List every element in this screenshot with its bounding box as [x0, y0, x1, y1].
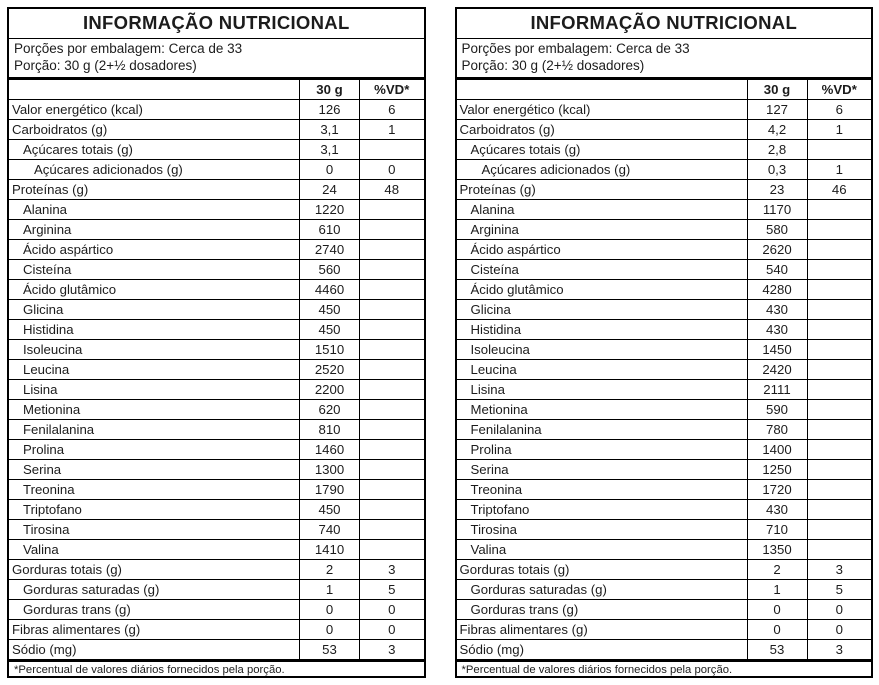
column-header-amount: 30 g — [747, 80, 807, 100]
table-row — [9, 580, 424, 600]
table-title: INFORMAÇÃO NUTRICIONAL — [457, 9, 872, 39]
nutrient-daily-value — [807, 340, 871, 360]
nutrient-amount: 23 — [747, 180, 807, 200]
nutrient-daily-value: 3 — [807, 560, 871, 580]
nutrient-label: Leucina — [9, 360, 300, 380]
nutrient-label: Histidina — [9, 320, 300, 340]
nutrient-daily-value — [807, 320, 871, 340]
nutrient-daily-value — [360, 320, 424, 340]
table-row — [457, 160, 872, 180]
column-header-empty — [9, 80, 300, 100]
nutrient-daily-value — [807, 460, 871, 480]
nutrient-amount: 3,1 — [300, 140, 360, 160]
nutrient-label: Isoleucina — [9, 340, 300, 360]
nutrient-amount: 53 — [300, 640, 360, 660]
nutrient-amount: 1 — [300, 580, 360, 600]
nutrient-amount: 1460 — [300, 440, 360, 460]
table-row — [9, 460, 424, 480]
nutrient-label: Gorduras trans (g) — [9, 600, 300, 620]
column-header-dv: %VD* — [360, 80, 424, 100]
nutrient-daily-value: 1 — [807, 160, 871, 180]
nutrient-daily-value: 46 — [807, 180, 871, 200]
table-row — [457, 540, 872, 560]
nutrient-label: Fenilalanina — [9, 420, 300, 440]
nutrient-amount: 2620 — [747, 240, 807, 260]
nutrient-amount: 1400 — [747, 440, 807, 460]
nutrient-label: Sódio (mg) — [457, 640, 748, 660]
nutrient-amount: 53 — [747, 640, 807, 660]
column-header-amount: 30 g — [300, 80, 360, 100]
nutrient-label: Carboidratos (g) — [9, 120, 300, 140]
nutrient-amount: 2200 — [300, 380, 360, 400]
nutrient-label: Lisina — [457, 380, 748, 400]
nutrient-amount: 1350 — [747, 540, 807, 560]
nutrient-label: Cisteína — [457, 260, 748, 280]
column-header-row — [9, 80, 424, 100]
table-row — [9, 320, 424, 340]
nutrient-daily-value — [807, 500, 871, 520]
nutrient-daily-value: 1 — [807, 120, 871, 140]
nutrient-daily-value — [807, 420, 871, 440]
nutrient-label: Arginina — [457, 220, 748, 240]
nutrient-amount: 2,8 — [747, 140, 807, 160]
nutrient-amount: 450 — [300, 500, 360, 520]
nutrient-daily-value: 0 — [360, 160, 424, 180]
nutrient-daily-value — [807, 200, 871, 220]
nutrient-daily-value: 3 — [807, 640, 871, 660]
nutrient-daily-value: 0 — [360, 620, 424, 640]
nutrient-label: Leucina — [457, 360, 748, 380]
table-title: INFORMAÇÃO NUTRICIONAL — [9, 9, 424, 39]
table-row — [457, 220, 872, 240]
column-header-dv: %VD* — [807, 80, 871, 100]
nutrition-table-right — [455, 7, 874, 678]
nutrient-amount: 0 — [300, 600, 360, 620]
nutrient-label: Açúcares adicionados (g) — [457, 160, 748, 180]
table-row — [457, 600, 872, 620]
nutrient-label: Treonina — [9, 480, 300, 500]
nutrient-daily-value: 3 — [360, 640, 424, 660]
nutrient-daily-value — [360, 440, 424, 460]
nutrient-daily-value — [807, 520, 871, 540]
nutrient-label: Isoleucina — [457, 340, 748, 360]
nutrient-daily-value — [807, 220, 871, 240]
nutrient-daily-value: 5 — [360, 580, 424, 600]
table-row — [457, 120, 872, 140]
table-row — [457, 620, 872, 640]
nutrient-amount: 0 — [300, 160, 360, 180]
nutrient-amount: 620 — [300, 400, 360, 420]
nutrient-label: Serina — [9, 460, 300, 480]
table-row — [457, 380, 872, 400]
nutrient-amount: 24 — [300, 180, 360, 200]
nutrient-amount: 1720 — [747, 480, 807, 500]
nutrient-amount: 1450 — [747, 340, 807, 360]
nutrient-amount: 0 — [300, 620, 360, 640]
table-row — [457, 460, 872, 480]
nutrient-label: Metionina — [9, 400, 300, 420]
footnote: *Percentual de valores diários fornecidos pela porção. — [457, 659, 872, 680]
nutrient-label: Gorduras saturadas (g) — [457, 580, 748, 600]
nutrient-amount: 2420 — [747, 360, 807, 380]
nutrient-label: Metionina — [457, 400, 748, 420]
table-row — [9, 480, 424, 500]
nutrient-amount: 4280 — [747, 280, 807, 300]
nutrient-daily-value — [807, 540, 871, 560]
nutrient-amount: 0 — [747, 600, 807, 620]
nutrient-amount: 450 — [300, 300, 360, 320]
nutrient-amount: 740 — [300, 520, 360, 540]
nutrient-daily-value: 0 — [807, 600, 871, 620]
table-row — [457, 280, 872, 300]
nutrient-label: Histidina — [457, 320, 748, 340]
nutrient-daily-value — [360, 340, 424, 360]
nutrient-daily-value — [360, 360, 424, 380]
nutrient-label: Proteínas (g) — [9, 180, 300, 200]
nutrient-daily-value — [807, 360, 871, 380]
nutrient-daily-value: 0 — [360, 600, 424, 620]
table-row — [9, 600, 424, 620]
nutrient-amount: 1410 — [300, 540, 360, 560]
nutrient-label: Proteínas (g) — [457, 180, 748, 200]
table-row — [9, 420, 424, 440]
table-row — [457, 100, 872, 120]
nutrient-amount: 1790 — [300, 480, 360, 500]
table-row — [457, 140, 872, 160]
nutrient-label: Lisina — [9, 380, 300, 400]
nutrient-amount: 710 — [747, 520, 807, 540]
nutrient-daily-value — [360, 400, 424, 420]
nutrient-amount: 780 — [747, 420, 807, 440]
nutrient-label: Prolina — [9, 440, 300, 460]
nutrient-label: Carboidratos (g) — [457, 120, 748, 140]
nutrient-label: Açúcares totais (g) — [9, 140, 300, 160]
nutrient-label: Gorduras totais (g) — [457, 560, 748, 580]
table-row — [9, 360, 424, 380]
nutrient-amount: 450 — [300, 320, 360, 340]
table-row — [9, 300, 424, 320]
nutrient-daily-value: 48 — [360, 180, 424, 200]
table-row — [457, 200, 872, 220]
nutrient-label: Fibras alimentares (g) — [9, 620, 300, 640]
table-row — [9, 100, 424, 120]
nutrient-label: Alanina — [457, 200, 748, 220]
nutrient-label: Glicina — [9, 300, 300, 320]
nutrient-daily-value: 6 — [807, 100, 871, 120]
nutrient-label: Triptofano — [9, 500, 300, 520]
nutrient-daily-value: 3 — [360, 560, 424, 580]
servings-per-package: Porções por embalagem: Cerca de 33 — [461, 41, 690, 56]
nutrient-daily-value — [360, 540, 424, 560]
serving-size: Porção: 30 g (2+½ dosadores) — [14, 57, 197, 73]
nutrition-table-left — [7, 7, 426, 678]
table-row — [9, 400, 424, 420]
table-row — [9, 560, 424, 580]
table-row — [9, 500, 424, 520]
portion-info — [457, 39, 872, 80]
nutrient-label: Ácido aspártico — [9, 240, 300, 260]
nutrient-daily-value — [360, 240, 424, 260]
nutrient-daily-value — [360, 500, 424, 520]
nutrient-label: Sódio (mg) — [9, 640, 300, 660]
nutrient-label: Gorduras trans (g) — [457, 600, 748, 620]
table-row — [457, 580, 872, 600]
nutrient-label: Prolina — [457, 440, 748, 460]
nutrient-label: Fibras alimentares (g) — [457, 620, 748, 640]
nutrient-amount: 3,1 — [300, 120, 360, 140]
table-body-wrap — [9, 80, 424, 659]
nutrient-label: Ácido aspártico — [457, 240, 748, 260]
nutrient-daily-value — [360, 220, 424, 240]
nutrient-amount: 4,2 — [747, 120, 807, 140]
nutrient-amount: 2 — [747, 560, 807, 580]
nutrient-amount: 127 — [747, 100, 807, 120]
nutrient-daily-value — [360, 420, 424, 440]
nutrient-label: Gorduras saturadas (g) — [9, 580, 300, 600]
table-row — [457, 340, 872, 360]
table-row — [9, 160, 424, 180]
table-row — [9, 620, 424, 640]
nutrition-facts-table — [9, 80, 424, 659]
nutrient-amount: 1170 — [747, 200, 807, 220]
column-header-empty — [457, 80, 748, 100]
nutrient-daily-value — [360, 520, 424, 540]
servings-per-package: Porções por embalagem: Cerca de 33 — [14, 41, 243, 56]
footnote: *Percentual de valores diários fornecidos pela porção. — [9, 659, 424, 680]
table-row — [9, 220, 424, 240]
nutrient-label: Ácido glutâmico — [457, 280, 748, 300]
table-row — [9, 640, 424, 660]
nutrient-label: Açúcares adicionados (g) — [9, 160, 300, 180]
table-row — [457, 320, 872, 340]
nutrient-label: Gorduras totais (g) — [9, 560, 300, 580]
nutrient-daily-value — [360, 460, 424, 480]
nutrient-daily-value — [807, 480, 871, 500]
table-row — [9, 340, 424, 360]
nutrient-label: Valor energético (kcal) — [12, 102, 143, 117]
nutrient-amount: 0 — [747, 620, 807, 640]
nutrient-label: Arginina — [9, 220, 300, 240]
nutrient-amount: 430 — [747, 300, 807, 320]
table-row — [457, 480, 872, 500]
table-row — [9, 380, 424, 400]
nutrient-label: Tirosina — [457, 520, 748, 540]
nutrient-daily-value: 6 — [360, 100, 424, 120]
nutrient-amount: 4460 — [300, 280, 360, 300]
table-row — [457, 400, 872, 420]
table-row — [457, 300, 872, 320]
nutrient-daily-value — [360, 260, 424, 280]
nutrient-daily-value — [807, 280, 871, 300]
nutrient-daily-value — [807, 380, 871, 400]
nutrient-amount: 2111 — [747, 380, 807, 400]
nutrient-label: Treonina — [457, 480, 748, 500]
nutrient-daily-value — [360, 300, 424, 320]
table-row — [457, 440, 872, 460]
nutrient-amount: 590 — [747, 400, 807, 420]
nutrient-amount: 560 — [300, 260, 360, 280]
nutrient-label: Alanina — [9, 200, 300, 220]
nutrient-daily-value — [360, 280, 424, 300]
table-body-wrap — [457, 80, 872, 659]
nutrient-daily-value — [807, 300, 871, 320]
nutrient-amount: 1300 — [300, 460, 360, 480]
nutrient-label: Cisteína — [9, 260, 300, 280]
nutrient-daily-value — [360, 380, 424, 400]
nutrient-daily-value: 0 — [807, 620, 871, 640]
nutrient-label: Tirosina — [9, 520, 300, 540]
nutrient-amount: 1510 — [300, 340, 360, 360]
nutrient-amount: 430 — [747, 320, 807, 340]
table-row — [457, 260, 872, 280]
table-row — [9, 120, 424, 140]
table-row — [9, 280, 424, 300]
table-row — [457, 420, 872, 440]
nutrient-amount: 1 — [747, 580, 807, 600]
nutrient-amount: 580 — [747, 220, 807, 240]
nutrient-label: Valina — [457, 540, 748, 560]
nutrient-amount: 0,3 — [747, 160, 807, 180]
nutrient-label: Ácido glutâmico — [9, 280, 300, 300]
nutrient-label: Triptofano — [457, 500, 748, 520]
nutrient-label: Valina — [9, 540, 300, 560]
nutrient-daily-value — [807, 240, 871, 260]
nutrient-amount: 810 — [300, 420, 360, 440]
table-row — [9, 540, 424, 560]
table-row — [9, 440, 424, 460]
serving-size: Porção: 30 g (2+½ dosadores) — [461, 57, 645, 73]
nutrient-label: Fenilalanina — [457, 420, 748, 440]
nutrient-label: Açúcares totais (g) — [457, 140, 748, 160]
nutrient-amount: 430 — [747, 500, 807, 520]
nutrient-daily-value — [360, 480, 424, 500]
nutrient-daily-value — [807, 260, 871, 280]
table-row — [457, 560, 872, 580]
table-row — [457, 360, 872, 380]
nutrient-daily-value — [807, 440, 871, 460]
table-row — [9, 140, 424, 160]
nutrient-daily-value — [807, 140, 871, 160]
table-row — [457, 640, 872, 660]
nutrient-label: Serina — [457, 460, 748, 480]
table-row — [457, 500, 872, 520]
nutrient-amount: 1220 — [300, 200, 360, 220]
table-row — [457, 180, 872, 200]
table-row — [457, 240, 872, 260]
nutrient-amount: 540 — [747, 260, 807, 280]
table-row — [9, 200, 424, 220]
nutrient-daily-value — [807, 400, 871, 420]
nutrient-amount: 2520 — [300, 360, 360, 380]
nutrient-daily-value — [360, 140, 424, 160]
nutrient-label: Valor energético (kcal) — [459, 102, 591, 117]
nutrient-amount: 126 — [300, 100, 360, 120]
table-row — [9, 520, 424, 540]
table-row — [9, 240, 424, 260]
nutrient-amount: 610 — [300, 220, 360, 240]
nutrient-daily-value: 1 — [360, 120, 424, 140]
column-header-row — [457, 80, 872, 100]
nutrient-daily-value — [360, 200, 424, 220]
portion-info — [9, 39, 424, 80]
nutrient-daily-value: 5 — [807, 580, 871, 600]
table-row — [9, 260, 424, 280]
nutrient-amount: 2740 — [300, 240, 360, 260]
nutrition-facts-table — [457, 80, 872, 659]
table-row — [9, 180, 424, 200]
table-row — [457, 520, 872, 540]
nutrient-label: Glicina — [457, 300, 748, 320]
nutrient-amount: 1250 — [747, 460, 807, 480]
nutrient-amount: 2 — [300, 560, 360, 580]
